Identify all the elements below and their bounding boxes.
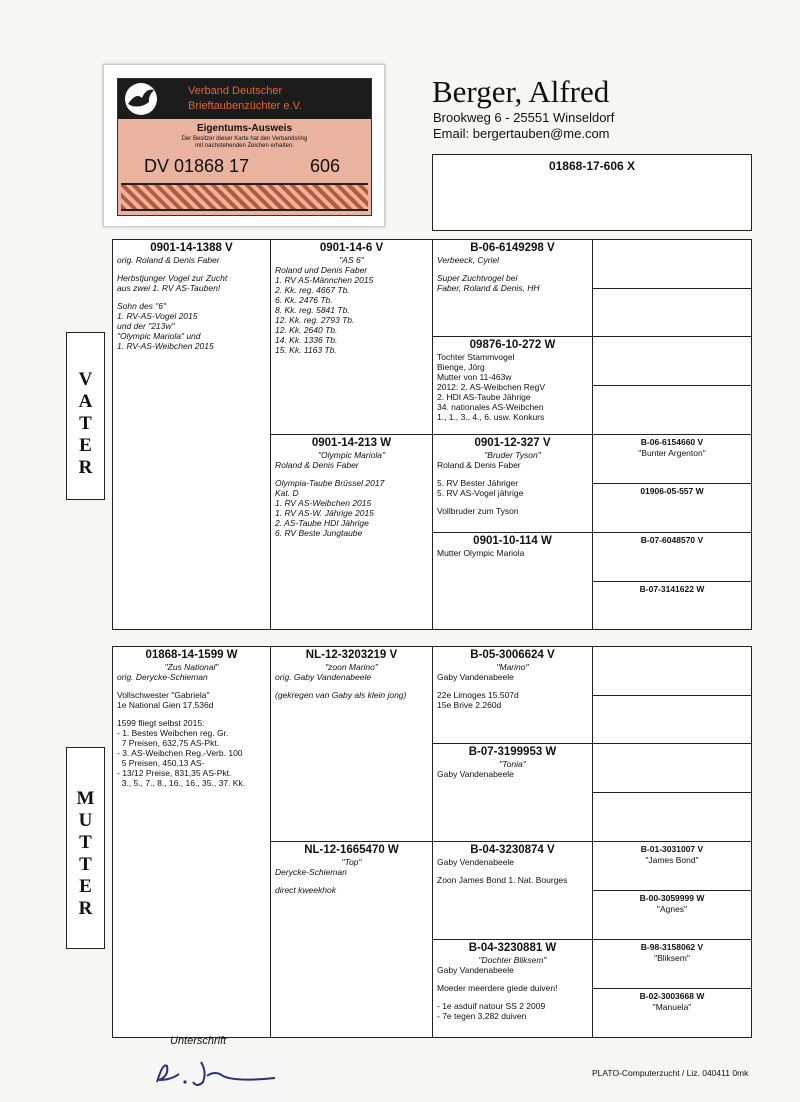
ring-number: B-98-3158062 V (640, 942, 704, 952)
owner-address: Brookweg 6 - 25551 Winseldorf (433, 110, 615, 125)
subject-ring: 01868-17-606 X (548, 159, 636, 173)
owner-email: Email: bergertauben@me.com (433, 126, 610, 141)
info-line: Herbstjunger Vogel zur Zucht (117, 273, 228, 283)
ring-number: 01868-14-1599 W (145, 649, 238, 661)
info-line: 1. RV AS-Männchen 2015 (275, 275, 374, 285)
mutter-gen4-7 (592, 939, 752, 989)
nickname: "Bruder Tyson" (484, 450, 541, 460)
vater-gen4-1 (592, 239, 752, 289)
mutter-parent (112, 646, 271, 1038)
info-line: Mutter Olympic Mariola (437, 548, 525, 558)
ring-number: 0901-14-1388 V (150, 242, 233, 254)
vater-gen4-3 (592, 336, 752, 386)
info-line: - 7e tegen 3.282 duiven (437, 1011, 527, 1021)
vater-great-grandparent-3 (432, 434, 593, 533)
mutter-gen4-5 (592, 841, 752, 891)
info-line: 5. RV AS-Vogel jährige (437, 488, 524, 498)
ring-number: B-07-3141622 W (639, 584, 705, 594)
ring-number: B-07-6048570 V (640, 535, 704, 545)
card-subtitle-2: mit nachstehenden Zeichen erhalten: (195, 143, 294, 149)
vater-letter: A (78, 391, 93, 412)
card-ring-number: DV 01868 17 (144, 156, 250, 176)
ring-number: B-02-3003668 W (639, 991, 705, 1001)
vater-gen4-8 (592, 581, 752, 630)
mutter-letter: U (78, 810, 93, 831)
info-line: Zoon James Bond 1. Nat. Bourges (437, 875, 568, 885)
vater-great-grandparent-2 (432, 336, 593, 435)
vater-letter: E (79, 435, 92, 456)
vater-great-grandparent-1 (432, 239, 593, 337)
info-line: - 3. AS-Weibchen Reg.-Verb. 100 (117, 748, 243, 758)
ring-number: B-00-3059999 W (639, 893, 705, 903)
info-line: Vollbruder zum Tyson (437, 506, 519, 516)
card-header-band (118, 79, 371, 119)
ring-number: B-07-3199953 W (468, 746, 557, 758)
ring-number: B-05-3006624 V (470, 649, 555, 661)
vater-letter: R (78, 457, 93, 478)
info-line: Moeder meerdere giede duiven! (437, 983, 558, 993)
nickname: "AS 6" (339, 255, 364, 265)
info-line: Mutter von 11-463w (437, 372, 512, 382)
info-line: Super Zuchtvogel bei (437, 273, 518, 283)
mutter-great-grandparent-1 (432, 646, 593, 744)
nickname: "Tonia" (499, 759, 526, 769)
vater-letter: T (79, 413, 92, 434)
info-line: 6. RV Beste Jungtaube (275, 528, 363, 538)
card-subtitle-1: Der Besitzer dieser Karte hat den Verbandsring (181, 136, 308, 142)
nickname: "James Bond" (645, 855, 699, 865)
mutter-gen4-4 (592, 792, 752, 842)
vater-gen4-2 (592, 288, 752, 337)
info-line: 1. RV AS-W. Jährige 2015 (275, 508, 374, 518)
info-line: "Olympic Mariola" und (117, 331, 201, 341)
mutter-gen4-6 (592, 890, 752, 940)
info-line: 12. Kk. 2640 Tb. (275, 325, 338, 335)
vater-letter: V (78, 369, 93, 390)
ring-number: 0901-12-327 V (474, 437, 551, 449)
card-inner (117, 78, 372, 216)
card-pattern-band (121, 183, 368, 211)
info-line: Derycke-Schieman (275, 867, 347, 877)
card-title: Eigentums-Ausweis (196, 123, 293, 134)
vater-gen4-5 (592, 434, 752, 484)
ring-number: 0901-14-213 W (311, 437, 392, 449)
vater-great-grandparent-4 (432, 532, 593, 630)
info-line: - 1. Bestes Weibchen reg. Gr. (117, 728, 229, 738)
info-line: 5. RV Bester Jähriger (437, 478, 519, 488)
info-line: und der "213w" (117, 321, 175, 331)
ring-number: NL-12-3203219 V (305, 649, 398, 661)
association-line-1: Verband Deutscher (188, 85, 283, 97)
vater-pedigree (112, 239, 752, 630)
mutter-letter: T (79, 832, 92, 853)
vater-parent (112, 239, 271, 630)
card-ring-suffix: 606 (310, 156, 341, 176)
info-line: - 1e asduif natour SS 2 2009 (437, 1001, 546, 1011)
mutter-grandparent-2 (270, 841, 433, 1038)
mutter-letter: T (79, 854, 92, 875)
info-line: 1. RV-AS-Weibchen 2015 (117, 341, 214, 351)
info-line: 1599 fliegt selbst 2015: (117, 718, 205, 728)
mutter-side-label (66, 747, 105, 949)
info-line: 1e National Gien 17.536d (117, 700, 214, 710)
mutter-letter: R (78, 898, 93, 919)
nickname: "Dochter Bliksem" (478, 955, 547, 965)
mutter-letter: E (79, 876, 92, 897)
mutter-gen4-2 (592, 695, 752, 744)
info-line: direct kweekhok (275, 885, 336, 895)
info-line: 12. Kk. reg. 2793 Tb. (275, 315, 355, 325)
info-line: 1., 1., 3., 4., 6. usw. Konkurs (437, 412, 545, 422)
info-line: Roland & Denis Faber (437, 460, 521, 470)
info-line: Olympia-Taube Brüssel 2017 (275, 478, 385, 488)
info-line: Gaby Vandenabeele (437, 965, 514, 975)
info-line: 14. Kk. 1336 Tb. (275, 335, 338, 345)
dove-logo-icon (122, 82, 160, 116)
info-line: Gaby Vandenabeele (437, 672, 514, 682)
info-line: 1. RV-AS-Vogel 2015 (117, 311, 198, 321)
mutter-gen4-1 (592, 646, 752, 696)
info-line: 2. HDI AS-Taube Jährige (437, 392, 531, 402)
info-line: Roland & Denis Faber (275, 460, 359, 470)
info-line: Gaby Vandenabeele (437, 769, 514, 779)
vater-grandparent-2 (270, 434, 433, 630)
nickname: "Agnes" (656, 904, 688, 914)
ring-number: B-04-3230881 W (468, 942, 557, 954)
info-line: Roland und Denis Faber (275, 265, 368, 275)
info-line: Vollschwester "Gabriela" (117, 690, 210, 700)
ring-number: 01906-05-557 W (640, 486, 704, 496)
info-line: 34. nationales AS-Weibchen (437, 402, 544, 412)
nickname: "zoon Marino" (325, 662, 378, 672)
vater-gen4-4 (592, 385, 752, 435)
info-line: 22e Limoges 15.507d (437, 690, 519, 700)
info-line: 7 Preisen, 632,75 AS-Pkt. (117, 738, 220, 748)
association-line-2: Brieftaubenzüchter e.V. (188, 100, 302, 112)
info-line: Sohn des "6" (117, 301, 167, 311)
info-line: Gaby Vendenabeele (437, 857, 515, 867)
info-line: orig. Gaby Vandenabeele (275, 672, 372, 682)
info-line: 5 Preisen, 450,13 AS- (117, 758, 205, 768)
info-line: 15e Brive 2.260d (437, 700, 502, 710)
mutter-grandparent-1 (270, 646, 433, 842)
info-line: 2012: 2. AS-Weibchen RegV (437, 382, 546, 392)
info-line: (gekregen van Gaby als klein jong) (275, 690, 407, 700)
info-line: aus zwei 1. RV AS-Tauben! (117, 283, 221, 293)
ring-number: B-06-6154660 V (640, 437, 704, 447)
ring-number: 0901-14-6 V (319, 242, 384, 254)
info-line: Bienge, Jörg (437, 362, 485, 372)
vater-gen4-7 (592, 532, 752, 582)
mutter-great-grandparent-2 (432, 743, 593, 842)
ring-number: B-04-3230874 V (470, 844, 555, 856)
nickname: "Bunter Argenton" (638, 448, 706, 458)
info-line: 6. Kk. 2476 Tb. (275, 295, 333, 305)
info-line: 8. Kk. reg. 5841 Tb. (275, 305, 350, 315)
ownership-card (103, 64, 385, 227)
owner-name: Berger, Alfred (432, 74, 610, 109)
subject-box (432, 154, 752, 231)
vater-side-label (66, 332, 105, 500)
mutter-great-grandparent-4 (432, 939, 593, 1038)
ring-number: NL-12-1665470 W (304, 844, 399, 856)
mutter-letter: M (76, 788, 95, 809)
info-line: 1. RV AS-Weibchen 2015 (275, 498, 372, 508)
info-line: 3., 5., 7., 8., 16., 16., 35., 37. Kk. (117, 778, 246, 788)
nickname: "Top" (341, 857, 362, 867)
nickname: "Marino" (496, 662, 529, 672)
nickname: "Bliksem" (654, 953, 690, 963)
mutter-gen4-3 (592, 743, 752, 793)
ring-number: B-01-3031007 V (640, 844, 704, 854)
ring-number: 0901-10-114 W (473, 535, 552, 547)
ring-number: B-06-6149298 V (470, 242, 555, 254)
signature-graphic (145, 1052, 295, 1092)
vater-grandparent-1 (270, 239, 433, 435)
nickname: "Manuela" (652, 1002, 692, 1012)
info-line: Faber, Roland & Denis, HH (437, 283, 540, 293)
info-line: 15. Kk. 1163 Tb. (275, 345, 337, 355)
info-line: Tochter Stammvogel (437, 352, 515, 362)
vater-gen4-6 (592, 483, 752, 533)
info-line: - 13/12 Preise, 831,35 AS-Pkt. (117, 768, 232, 778)
signature-label: Unterschrift (170, 1035, 227, 1047)
info-line: Verbeeck, Cyriel (437, 255, 500, 265)
nickname: "Zus National" (164, 662, 219, 672)
mutter-great-grandparent-3 (432, 841, 593, 940)
nickname: "Olympic Mariola" (318, 450, 385, 460)
info-line: Kat. D (275, 488, 299, 498)
info-line: orig. Roland & Denis Faber (117, 255, 220, 265)
mutter-gen4-8 (592, 988, 752, 1038)
ring-number: 09876-10-272 W (469, 339, 556, 351)
software-license: PLATO-Computerzucht / Liz. 040411 0mk (592, 1068, 749, 1078)
info-line: 2. AS-Taube HDI Jährige (275, 518, 369, 528)
mutter-pedigree (112, 646, 752, 1038)
info-line: orig. Derycke-Schieman (117, 672, 208, 682)
info-line: 2. Kk. reg. 4667 Tb. (275, 285, 350, 295)
